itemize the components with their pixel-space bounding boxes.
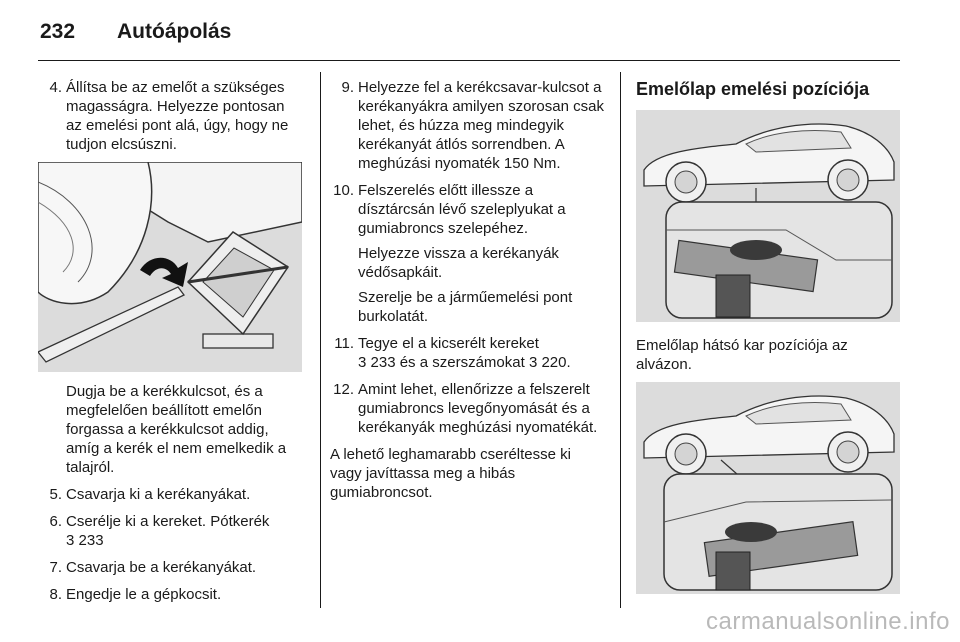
- item-number: 7.: [49, 559, 62, 576]
- list-item-10: [330, 181, 606, 326]
- item-text: Helyezze fel a kerékcsavar-kulcsot a kerékanyákra amilyen szorosan csak lehet, és húzza meg mindegyik kerékanyát átlós sorrendben. A meghúzási nyomaték 150 Nm.: [358, 79, 604, 172]
- jack-illustration: [38, 162, 302, 372]
- list-item-8: [38, 585, 302, 604]
- item-text: Amint lehet, ellenőrizze a felszerelt gumiabroncs levegőnyomását és a kerékanyák meghúzási nyomatékát.: [358, 381, 598, 436]
- page-title: Autóápolás: [117, 20, 232, 43]
- item-number: 9.: [341, 79, 354, 96]
- item-text: Tegye el a kicserélt kereket: [358, 335, 539, 352]
- item-number: 12.: [333, 381, 354, 398]
- watermark: carmanualsonline.info: [706, 608, 950, 635]
- list-item-6: [38, 512, 302, 550]
- item-text: Felszerelés előtt illessze a dísztárcsán lévő szeleplyukat a gumiabroncs szelepéhez.: [358, 182, 566, 237]
- item-number: 5.: [49, 486, 62, 503]
- page-number: 232: [40, 20, 76, 43]
- column-divider-1: [320, 72, 321, 608]
- column-2: [330, 78, 606, 502]
- item-text: Csavarja ki a kerékanyákat.: [66, 486, 251, 503]
- page-ref-link[interactable]: 233: [370, 354, 396, 371]
- column-1: [38, 78, 302, 612]
- list-item-4: [38, 78, 302, 154]
- page-ref-link[interactable]: 220.: [541, 354, 571, 371]
- lift-point-caption: Emelőlap hátsó kar pozíciója az alvázon.: [636, 337, 848, 373]
- page-ref-arrow-icon: 3: [528, 354, 538, 371]
- item-number: 8.: [49, 586, 62, 603]
- page-ref-arrow-icon: 3: [66, 532, 75, 549]
- list-item-9: [330, 78, 606, 173]
- jack-caption: Dugja be a kerékkulcsot, és a megfelelően beállított emelőn forgassa a kerékkulcsot addig, amíg a kerék el nem emelkedik a talajról.: [66, 383, 287, 476]
- lift-point-rear-illustration: [636, 382, 900, 594]
- item-text: és a szerszámokat: [399, 354, 525, 371]
- item-text: Cserélje ki a kereket. Pótkerék: [66, 513, 270, 530]
- section-title: Emelőlap emelési pozíciója: [636, 79, 870, 99]
- item-text: Csavarja be a kerékanyákat.: [66, 559, 257, 576]
- list-item-12: [330, 380, 606, 437]
- lift-point-front-illustration: [636, 110, 900, 322]
- item-text: Szerelje be a járműemelési pont burkolatát.: [358, 289, 573, 325]
- list-item-11: [330, 334, 606, 372]
- column-divider-2: [620, 72, 621, 608]
- page-header: [38, 18, 900, 61]
- column-3: [636, 78, 904, 602]
- item-text: Helyezze vissza a kerékanyák védősapkáit.: [358, 245, 559, 281]
- item-number: 10.: [333, 182, 354, 199]
- item-number: 4.: [49, 79, 62, 96]
- item-text: Állítsa be az emelőt a szükséges magasságra. Helyezze pontosan az emelési pont alá, úgy, hogy ne tudjon elcsúszni.: [66, 79, 289, 153]
- item-number: 11.: [334, 335, 354, 352]
- page-ref-arrow-icon: 3: [358, 354, 367, 371]
- item-text: Engedje le a gépkocsit.: [66, 586, 222, 603]
- closing-paragraph: A lehető leghamarabb cseréltesse ki vagy javíttassa meg a hibás gumiabroncsot.: [330, 446, 571, 501]
- page-ref-link[interactable]: 233: [78, 532, 104, 549]
- item-number: 6.: [49, 513, 62, 530]
- list-item-7: [38, 558, 302, 577]
- list-item-5: [38, 485, 302, 504]
